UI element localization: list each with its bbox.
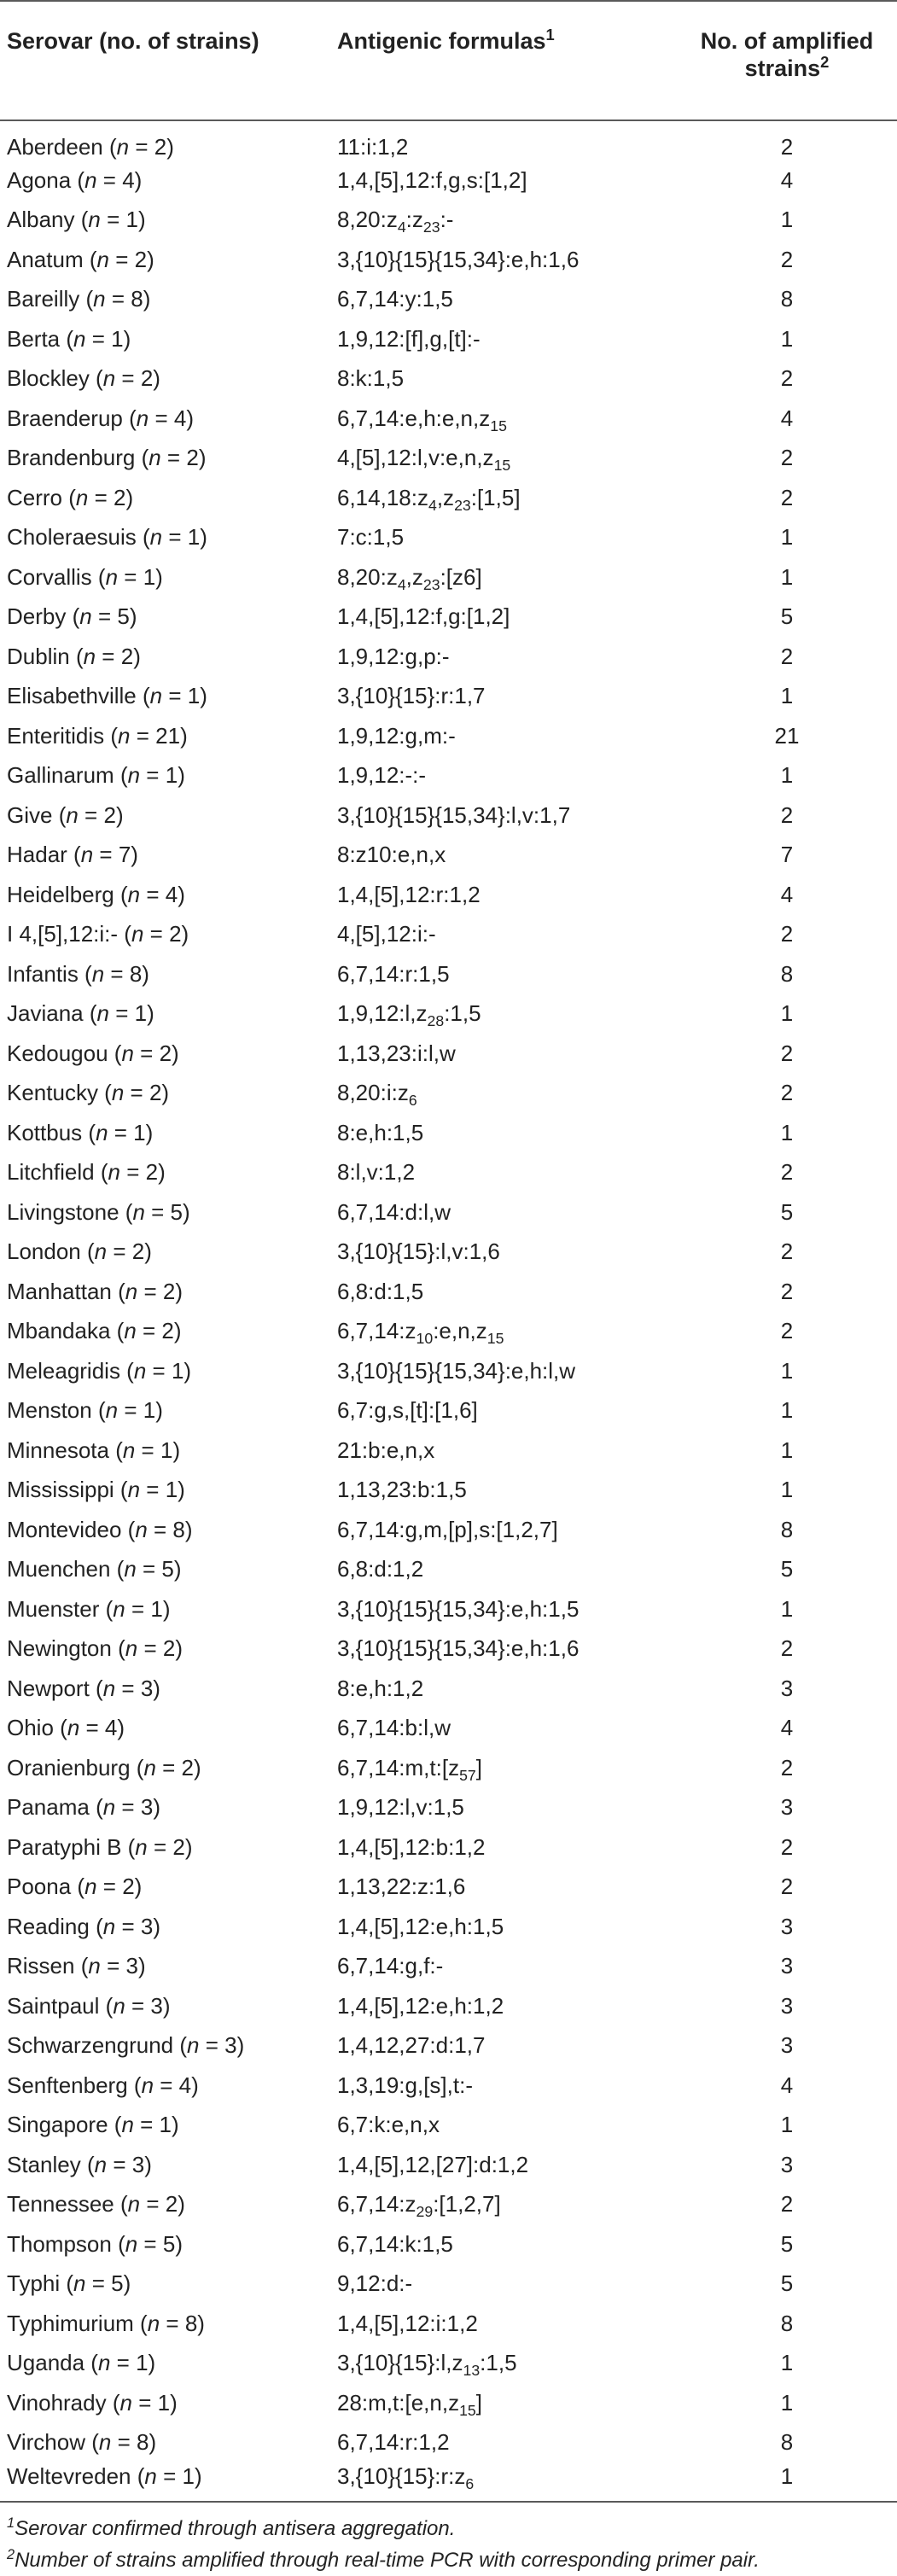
amplified-count-cell: 1 (780, 1397, 794, 1424)
serovar-cell: Litchfield (n = 2) (7, 1159, 166, 1186)
table-row (0, 1907, 897, 1947)
serovar-cell: Muenster (n = 1) (7, 1595, 171, 1622)
antigenic-formula-cell: 6,7,14:r:1,2 (337, 2429, 450, 2456)
serovar-cell: Livingstone (n = 5) (7, 1198, 190, 1225)
amplified-count-cell: 3 (780, 1913, 794, 1939)
header-serovar: Serovar (no. of strains) (0, 1, 330, 120)
table-row (0, 2264, 897, 2304)
serovar-cell: I 4,[5],12:i:- (n = 2) (7, 921, 189, 947)
serovar-cell: Montevideo (n = 8) (7, 1516, 193, 1542)
antigenic-formula-cell: 1,13,23:b:1,5 (337, 1477, 467, 1503)
serovar-cell: Braenderup (n = 4) (7, 405, 195, 431)
antigenic-formula-cell: 6,8:d:1,5 (337, 1278, 424, 1304)
antigenic-formula-cell: $3,\{10\}\{15\}:r:z_6$ (330, 2462, 677, 2503)
table-row (0, 478, 897, 518)
amplified-count-cell: 2 (780, 1754, 794, 1780)
serovar-cell: Manhattan (n = 2) (7, 1278, 183, 1304)
antigenic-formula-cell: 8:z10:e,n,x (337, 842, 446, 868)
antigenic-formula-cell: 3,{10}{15}:l,v:1,6 (337, 1238, 500, 1265)
table-row (0, 2184, 897, 2224)
antigenic-formula-cell: 21:b:e,n,x (337, 1437, 435, 1463)
footnote-2: $^2$Number of strains amplified through real-time PCR with corresponding primer pair. (7, 2547, 760, 2572)
table-row (0, 1748, 897, 1788)
table-row (0, 1708, 897, 1748)
amplified-count-cell: 1 (780, 1119, 794, 1145)
amplified-count-cell: 2 (780, 921, 794, 947)
serovar-cell: Newington (n = 2) (7, 1635, 183, 1662)
amplified-count-cell: 7 (780, 842, 794, 868)
antigenic-formula-cell: 3,{10}{15}{15,34}:e,h:1,5 (337, 1595, 580, 1622)
serovar-cell: Derby (n = 5) (7, 603, 137, 630)
amplified-count-cell: 8 (780, 2310, 794, 2336)
antigenic-formula-cell: $6,7,14:z_{10}:e,n,z_{15}$ (337, 1318, 504, 1348)
table-row (0, 1549, 897, 1589)
antigenic-formula-cell: 1,9,12:l,v:1,5 (337, 1794, 464, 1821)
table-row (0, 2224, 897, 2264)
antigenic-formula-cell: 7:c:1,5 (337, 524, 405, 551)
antigenic-formula-cell: 1,3,19:g,[s],t:- (337, 2072, 473, 2098)
antigenic-formula-cell: 6,7,14:d:l,w (337, 1198, 451, 1225)
header-row (0, 1, 897, 120)
amplified-count-cell: 4 (780, 166, 794, 193)
serovar-cell: Newport (n = 3) (7, 1675, 160, 1701)
amplified-count-cell: 1 (780, 524, 794, 551)
serovar-cell: Vinohrady (n = 1) (7, 2389, 178, 2416)
amplified-count-cell: 2 (780, 1874, 794, 1900)
antigenic-formula-cell: 1,4,[5],12:f,g:[1,2] (337, 603, 510, 630)
serovar-cell: Reading (n = 3) (7, 1913, 160, 1939)
amplified-count-cell: 8 (780, 1516, 794, 1542)
antigenic-formula-cell: 6,7,14:b:l,w (337, 1715, 451, 1741)
antigenic-formula-cell: 8:l,v:1,2 (337, 1159, 416, 1186)
antigenic-formula-cell: 1,9,12:g,p:- (337, 643, 450, 669)
table-row (0, 438, 897, 478)
amplified-count-cell: 2 (780, 1040, 794, 1066)
amplified-count-cell: 5 (780, 1198, 794, 1225)
table-row (0, 914, 897, 954)
table-row (0, 517, 897, 557)
serovar-cell: Menston (n = 1) (7, 1397, 163, 1424)
serovar-cell: Kentucky (n = 2) (7, 1080, 170, 1106)
amplified-count-cell: 2 (780, 484, 794, 510)
antigenic-formula-cell: 1,4,[5],12:b:1,2 (337, 1833, 486, 1860)
serovar-cell: Bareilly (n = 8) (7, 286, 151, 312)
table-row (0, 1272, 897, 1312)
amplified-count-cell: 2 (780, 1635, 794, 1662)
antigenic-formula-cell: 6,7:k:e,n,x (337, 2112, 440, 2138)
antigenic-formula-cell: 11:i:1,2 (337, 133, 409, 160)
antigenic-formula-cell: 8:e,h:1,2 (337, 1675, 424, 1701)
antigenic-formula-cell: 1,4,[5],12:e,h:1,2 (337, 1992, 504, 2019)
table-row (0, 2025, 897, 2066)
serovar-cell: Berta (n = 1) (7, 325, 131, 352)
antigenic-formula-cell: $1,9,12:l,z_{28}:1,5$ (337, 1000, 481, 1030)
serovar-cell: Kedougou (n = 2) (7, 1040, 179, 1066)
table-row (0, 1232, 897, 1272)
serovar-cell: Meleagridis (n = 1) (7, 1357, 192, 1384)
antigenic-formula-cell: 1,9,12:-:- (337, 762, 427, 789)
antigenic-formula-cell: 1,9,12:[f],g,[t]:- (337, 325, 481, 352)
table-row (0, 240, 897, 280)
antigenic-formula-cell: 8:k:1,5 (337, 365, 405, 392)
header-antigenic-formulas: Antigenic formulas$^1$ (330, 1, 677, 120)
amplified-count-cell: 5 (780, 2230, 794, 2257)
amplified-count-cell: 1 (780, 325, 794, 352)
serovar-cell: Oranienburg (n = 2) (7, 1754, 201, 1780)
antigenic-formula-cell: 3,{10}{15}{15,34}:e,h:l,w (337, 1357, 576, 1384)
antigenic-formula-cell: 1,13,22:z:1,6 (337, 1874, 466, 1900)
antigenic-formula-cell: 1,4,[5],12:f,g,s:[1,2] (337, 166, 527, 193)
amplified-count-cell: 21 (774, 722, 800, 749)
table-row (0, 2145, 897, 2185)
amplified-count-cell: 1 (780, 1357, 794, 1384)
serovar-cell: Minnesota (n = 1) (7, 1437, 181, 1463)
amplified-count-cell: 2 (780, 1833, 794, 1860)
antigenic-formula-cell: 6,8:d:1,2 (337, 1556, 424, 1582)
serovar-cell: Poona (n = 2) (7, 1874, 143, 1900)
antigenic-formula-cell: 3,{10}{15}{15,34}:e,h:1,6 (337, 246, 580, 272)
serovar-cell: Ohio (n = 4) (7, 1715, 125, 1741)
table-row (0, 835, 897, 875)
serovar-cell: Elisabethville (n = 1) (7, 683, 207, 709)
serovar-cell: Tennessee (n = 2) (7, 2191, 185, 2218)
antigenic-formula-cell: 1,4,[5],12,[27]:d:1,2 (337, 2151, 529, 2177)
serovar-cell: Kottbus (n = 1) (7, 1119, 154, 1145)
footnote-marker: 2 (820, 53, 830, 71)
table-row (0, 875, 897, 915)
serovar-cell: Brandenburg (n = 2) (7, 445, 207, 471)
antigenic-formula-cell: 8:e,h:1,5 (337, 1119, 424, 1145)
table-row (0, 2304, 897, 2344)
amplified-count-cell: 3 (780, 2032, 794, 2059)
table-row (0, 557, 897, 597)
table-row (0, 1311, 897, 1351)
antigenic-formula-cell: $8,20:i:z_6$ (337, 1080, 417, 1110)
antigenic-formula-cell: $6,7,14:z_{29}:[1,2,7]$ (337, 2191, 501, 2221)
table-row (0, 200, 897, 240)
serovar-cell: Give (n = 2) (7, 801, 124, 828)
serovar-cell: Enteritidis (n = 21) (7, 722, 188, 749)
serovar-cell: Gallinarum (n = 1) (7, 762, 185, 789)
table-row (0, 676, 897, 716)
serovar-cell: Thompson (n = 5) (7, 2230, 183, 2257)
amplified-count-cell: 5 (780, 2270, 794, 2297)
table-header (0, 1, 897, 120)
table-row (0, 1669, 897, 1709)
amplified-count-cell: 8 (780, 2429, 794, 2456)
table-row (0, 1073, 897, 1113)
amplified-count-cell: 2 (780, 1318, 794, 1344)
table-row (0, 358, 897, 399)
footnotes (0, 2503, 897, 2576)
amplified-count-cell: 2 (780, 133, 794, 160)
table-row (0, 755, 897, 796)
antigenic-formula-cell: 6,7,14:y:1,5 (337, 286, 453, 312)
amplified-count-cell: 2 (780, 643, 794, 669)
table-row (0, 1867, 897, 1907)
antigenic-formula-cell: $6,14,18:z_4,z_{23}:[1,5]$ (337, 484, 521, 514)
antigenic-formula-cell: $8,20:z_4,z_{23}:[z6]$ (337, 563, 482, 593)
serovar-cell: Anatum (n = 2) (7, 246, 154, 272)
table-row (0, 2343, 897, 2383)
amplified-count-cell: 1 (780, 2350, 794, 2376)
table-row (0, 1629, 897, 1669)
amplified-count-cell: 2 (780, 1159, 794, 1186)
serovar-cell: Infantis (n = 8) (7, 960, 149, 987)
antigenic-formula-cell: 1,4,[5],12:r:1,2 (337, 881, 481, 907)
table-row (0, 2105, 897, 2145)
amplified-count-cell: 1 (780, 1477, 794, 1503)
serovar-cell: Panama (n = 3) (7, 1794, 160, 1821)
amplified-count-cell: 3 (780, 1992, 794, 2019)
antigenic-formula-cell: 1,4,[5],12:i:1,2 (337, 2310, 478, 2336)
serovar-cell: Saintpaul (n = 3) (7, 1992, 171, 2019)
table-row (0, 1034, 897, 1074)
amplified-count-cell: 2 (780, 1080, 794, 1106)
amplified-count-cell: 1 (780, 207, 794, 233)
amplified-count-cell: 1 (780, 1437, 794, 1463)
table-row (0, 1192, 897, 1233)
serovar-cell: Singapore (n = 1) (7, 2112, 179, 2138)
table-row (0, 160, 897, 201)
serovar-cell: Choleraesuis (n = 1) (7, 524, 207, 551)
table-row (0, 279, 897, 319)
amplified-count-cell: 4 (780, 1715, 794, 1741)
antigenic-formula-cell: 6,7,14:k:1,5 (337, 2230, 453, 2257)
amplified-count-cell: 1 (780, 2389, 794, 2416)
table-row (0, 1470, 897, 1510)
footnote-1: $^1$Serovar confirmed through antisera aggregation. (7, 2515, 456, 2540)
amplified-count-cell: 3 (780, 2151, 794, 2177)
serovar-cell: Agona (n = 4) (7, 166, 143, 193)
amplified-count-cell: 2 (780, 445, 794, 471)
serovar-cell: Corvallis (n = 1) (7, 563, 163, 590)
serovar-cell: Typhimurium (n = 8) (7, 2310, 205, 2336)
amplified-count-cell: 2 (780, 365, 794, 392)
table-row (0, 1510, 897, 1550)
antigenic-formula-cell: 6,7,14:r:1,5 (337, 960, 450, 987)
serovar-cell: Paratyphi B (n = 2) (7, 1833, 193, 1860)
serovar-cell: Uganda (n = 1) (7, 2350, 156, 2376)
antigenic-formula-cell: $4,[5],12:l,v:e,n,z_{15}$ (337, 445, 511, 475)
antigenic-formula-cell: 3,{10}{15}:r:1,7 (337, 683, 486, 709)
antigenic-formula-cell: 6,7,14:g,m,[p],s:[1,2,7] (337, 1516, 558, 1542)
serovar-cell: Rissen (n = 3) (7, 1953, 146, 1979)
amplified-count-cell: 1 (780, 2112, 794, 2138)
amplified-count-cell: 5 (780, 603, 794, 630)
amplified-count-cell: 1 (780, 762, 794, 789)
table-row (0, 1589, 897, 1629)
antigenic-formula-cell: 1,13,23:i:l,w (337, 1040, 456, 1066)
serovar-cell: Hadar (n = 7) (7, 842, 138, 868)
table-row (0, 1787, 897, 1827)
table-row (0, 1946, 897, 1986)
table-row (0, 399, 897, 439)
table-row (0, 1152, 897, 1192)
amplified-count-cell: 5 (780, 1556, 794, 1582)
table-row (0, 1390, 897, 1431)
serovar-cell: Weltevreden (n = 1) (0, 2462, 330, 2503)
serovar-cell: Albany (n = 1) (7, 207, 146, 233)
amplified-count-cell: 3 (780, 1794, 794, 1821)
table-row (0, 2383, 897, 2423)
serovar-cell: Mississippi (n = 1) (7, 1477, 185, 1503)
serovar-cell: Stanley (n = 3) (7, 2151, 152, 2177)
serovar-cell: Virchow (n = 8) (7, 2429, 157, 2456)
table-row (0, 1986, 897, 2026)
table-row (0, 2422, 897, 2462)
amplified-count-cell: 3 (780, 1675, 794, 1701)
amplified-count-cell: 1 (780, 683, 794, 709)
antigenic-formula-cell: $8,20:z_4:z_{23}:-$ (337, 207, 454, 236)
table-row (0, 1113, 897, 1153)
table-body (0, 120, 897, 2502)
table-row (0, 1351, 897, 1391)
serovar-cell: Mbandaka (n = 2) (7, 1318, 182, 1344)
amplified-count-cell: 2 (780, 801, 794, 828)
serovar-cell: Cerro (n = 2) (7, 484, 134, 510)
antigenic-formula-cell: 3,{10}{15}{15,34}:l,v:1,7 (337, 801, 571, 828)
amplified-count-cell: 1 (780, 1000, 794, 1027)
header-amplified-strains: No. of amplified strains$^2$ (677, 1, 897, 120)
amplified-count-cell: 4 (780, 881, 794, 907)
footnote-marker: 1 (545, 26, 555, 44)
table-row (0, 716, 897, 756)
antigenic-formula-cell: 4,[5],12:i:- (337, 921, 436, 947)
table-row (0, 1827, 897, 1868)
table-row (0, 994, 897, 1034)
amplified-count-cell: 2 (780, 1278, 794, 1304)
antigenic-formula-cell: 6,7:g,s,[t]:[1,6] (337, 1397, 478, 1424)
table-row (0, 597, 897, 637)
serovar-cell: Dublin (n = 2) (7, 643, 141, 669)
table-row (0, 954, 897, 994)
amplified-count-cell: 1 (780, 563, 794, 590)
table-row (0, 796, 897, 836)
antigenic-formula-cell: 1,4,[5],12:e,h:1,5 (337, 1913, 504, 1939)
table-row (0, 319, 897, 359)
antigenic-formula-cell: 9,12:d:- (337, 2270, 413, 2297)
serovar-cell: Muenchen (n = 5) (7, 1556, 182, 1582)
amplified-count-cell: 4 (780, 405, 794, 431)
serovar-cell: London (n = 2) (7, 1238, 152, 1265)
table-row (0, 2066, 897, 2106)
serovar-cell: Typhi (n = 5) (7, 2270, 131, 2297)
amplified-count-cell: 2 (780, 246, 794, 272)
serovar-cell: Blockley (n = 2) (7, 365, 160, 392)
antigenic-formula-cell: $28:m,t:[e,n,z_{15}]$ (337, 2389, 482, 2419)
table-row (0, 120, 897, 160)
table-row (0, 637, 897, 677)
antigenic-formula-cell: $3,\{10\}\{15\}:l,z_{13}:1,5$ (337, 2350, 517, 2380)
amplified-count-cell: 2 (780, 1238, 794, 1265)
serovar-cell: Heidelberg (n = 4) (7, 881, 185, 907)
serovar-cell: Javiana (n = 1) (7, 1000, 154, 1027)
serovar-cell: Aberdeen (n = 2) (7, 133, 174, 160)
amplified-count-cell: 1 (780, 1595, 794, 1622)
antigenic-formula-cell: $6,7,14:m,t:[z_{57}]$ (337, 1754, 482, 1784)
amplified-count-cell: 3 (780, 1953, 794, 1979)
antigenic-formula-cell: 6,7,14:g,f:- (337, 1953, 444, 1979)
amplified-count-cell: 1 (677, 2462, 897, 2503)
antigenic-formula-cell: 1,4,12,27:d:1,7 (337, 2032, 486, 2059)
amplified-count-cell: 4 (780, 2072, 794, 2098)
antigenic-formula-cell: $6,7,14:e,h:e,n,z_{15}$ (337, 405, 507, 434)
amplified-count-cell: 2 (780, 2191, 794, 2218)
table-row (0, 1431, 897, 1471)
serovar-cell: Schwarzengrund (n = 3) (7, 2032, 245, 2059)
table-row (0, 2462, 897, 2503)
amplified-count-cell: 8 (780, 960, 794, 987)
antigenic-formula-cell: 3,{10}{15}{15,34}:e,h:1,6 (337, 1635, 580, 1662)
antigenic-formula-cell: 1,9,12:g,m:- (337, 722, 456, 749)
amplified-count-cell: 8 (780, 286, 794, 312)
serovar-cell: Senftenberg (n = 4) (7, 2072, 199, 2098)
